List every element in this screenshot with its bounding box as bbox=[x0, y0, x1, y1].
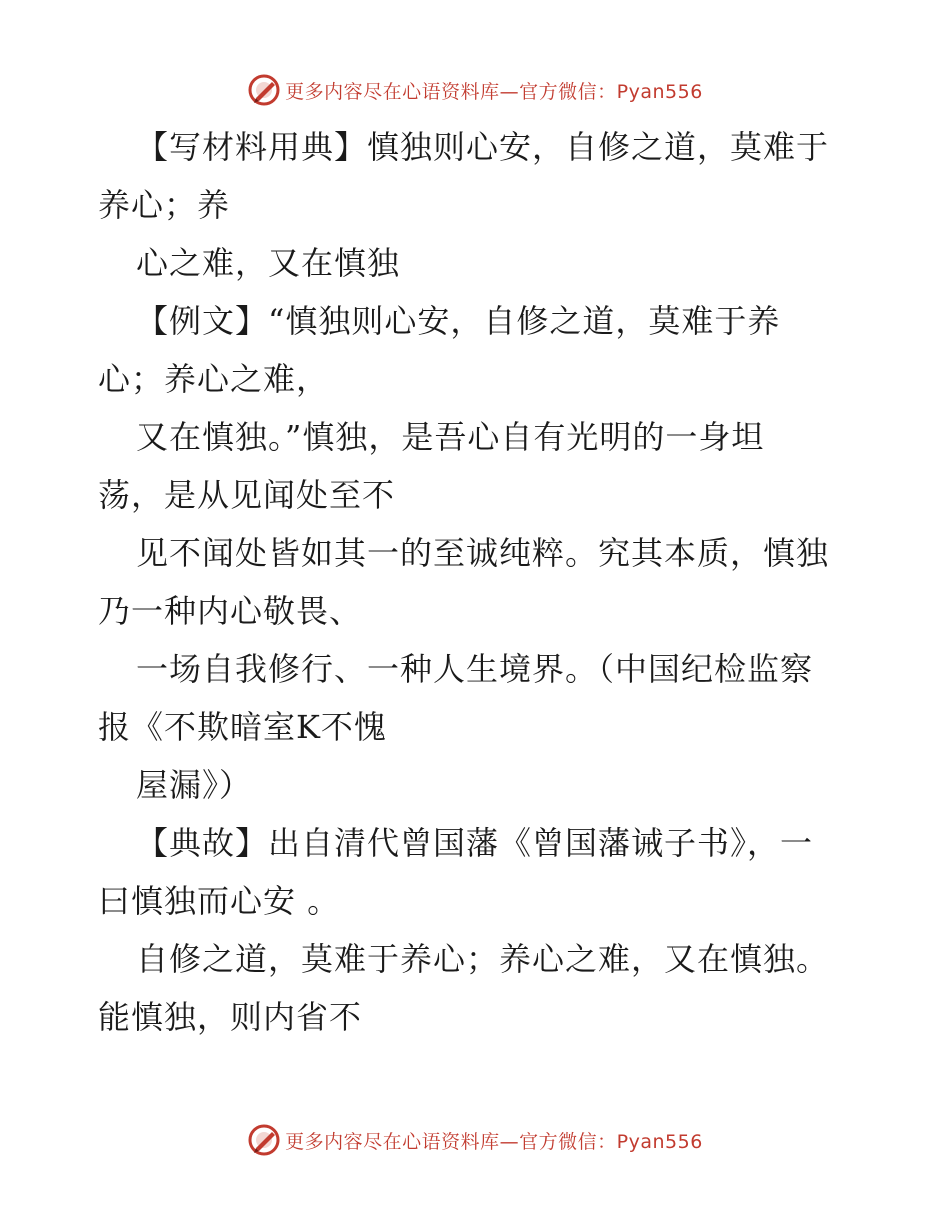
text-line: 又在慎独。”慎独，是吾心自有光明的一身坦 bbox=[136, 418, 765, 456]
document-body bbox=[98, 118, 858, 1046]
pen-logo-icon bbox=[247, 1123, 281, 1157]
text-line: 【写材料用典】慎独则心安，自修之道，莫难于 bbox=[136, 128, 830, 166]
text-line: 能慎独，则内省不 bbox=[98, 998, 363, 1036]
text-line: 养心；养 bbox=[98, 186, 231, 224]
banner-text: 更多内容尽在心语资料库—官方微信：Pyan556 bbox=[285, 80, 703, 103]
text-line: 曰慎独而心安 。 bbox=[98, 882, 341, 920]
text-line: 一场自我修行、一种人生境界。（中国纪检监察 bbox=[136, 650, 814, 688]
header-banner-content bbox=[247, 73, 703, 107]
text-line: 报《不欺暗室K不愧 bbox=[98, 708, 387, 746]
header-banner bbox=[0, 70, 950, 110]
text-line: 乃一种内心敬畏、 bbox=[98, 592, 363, 630]
text-line: 见不闻处皆如其一的至诚纯粹。究其本质，慎独 bbox=[136, 534, 830, 572]
text-line: 心之难，又在慎独 bbox=[136, 244, 401, 282]
footer-banner-content bbox=[247, 1123, 703, 1157]
text-line: 自修之道，莫难于养心；养心之难，又在慎独。 bbox=[136, 940, 830, 978]
banner-text: 更多内容尽在心语资料库—官方微信：Pyan556 bbox=[285, 1130, 703, 1153]
text-line: 【典故】出自清代曾国藩《曾国藩诫子书》，一 bbox=[136, 824, 814, 862]
footer-banner bbox=[0, 1120, 950, 1160]
pen-logo-icon bbox=[247, 73, 281, 107]
text-line: 荡，是从见闻处至不 bbox=[98, 476, 396, 514]
text-line: 心；养心之难， bbox=[98, 360, 330, 398]
text-line: 【例文】“慎独则心安，自修之道，莫难于养 bbox=[136, 302, 781, 340]
text-line: 屋漏》） bbox=[136, 766, 253, 804]
